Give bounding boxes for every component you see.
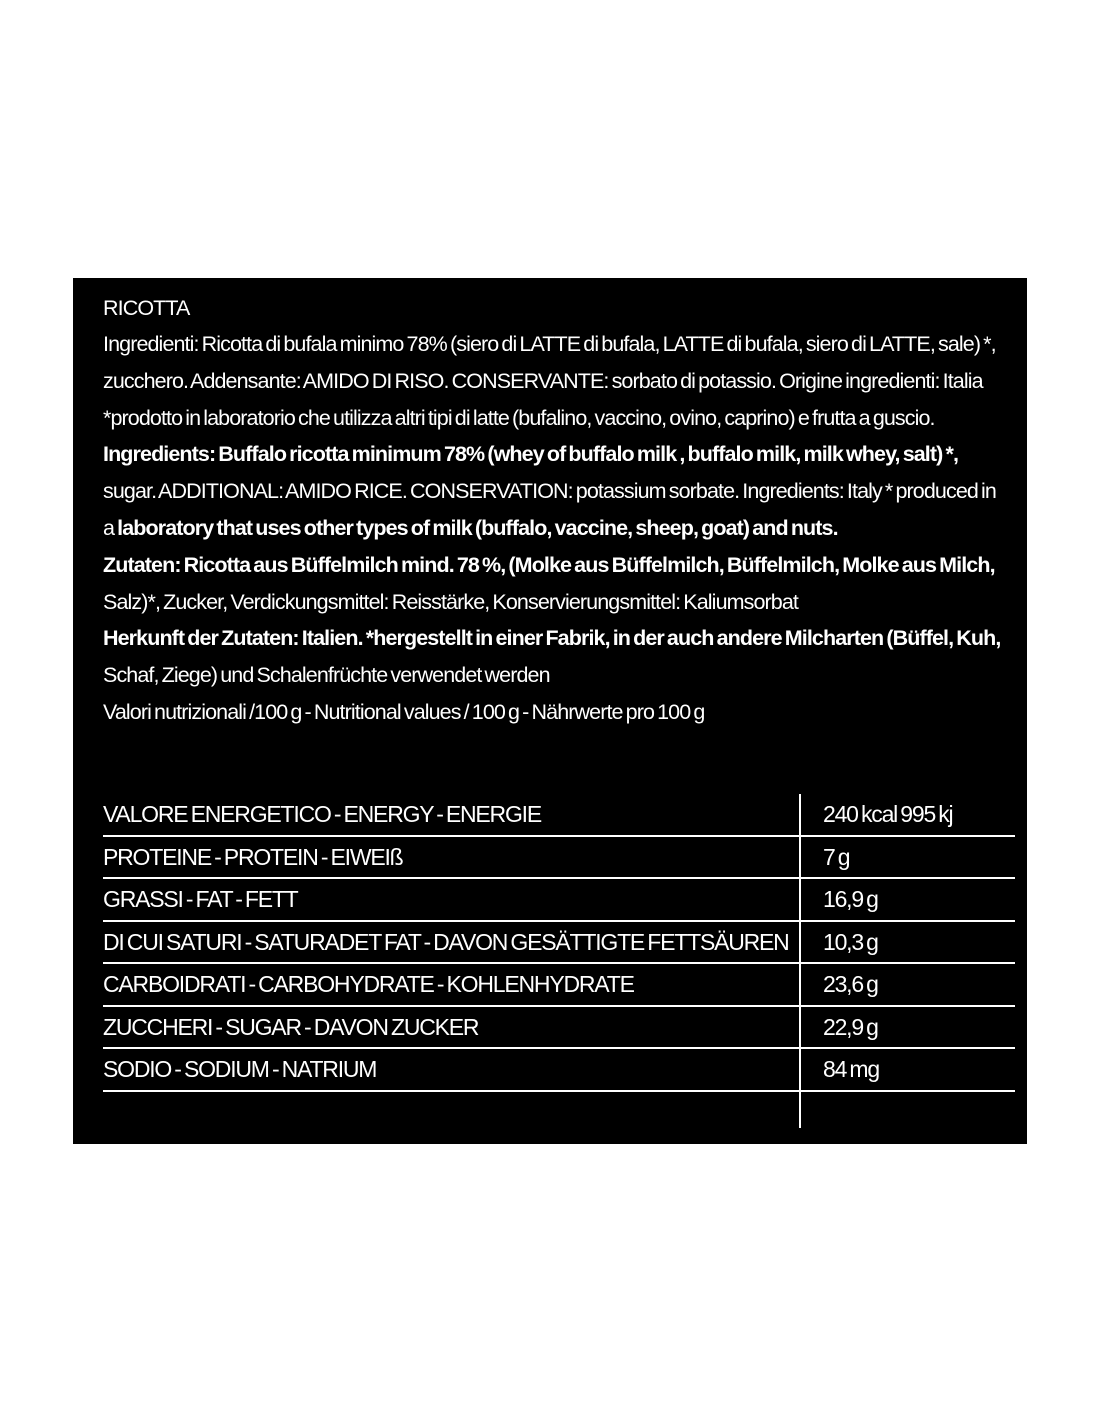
herkunft-lead: Herkunft der Zutaten: Italien. *hergestellt in einer Fabrik, in der auch andere Milcharten (Büffel, Kuh, [103,626,1001,651]
nutrient-name: PROTEINE - PROTEIN - EIWEIß [103,843,403,870]
ingredients-text-block [103,290,1008,731]
nutrient-name: GRASSI - FAT - FETT [103,886,298,912]
table-row-sugar [103,1007,1015,1050]
herkunft-rest: Schaf, Ziege) und Schalenfrüchte verwendet werden [103,663,550,688]
product-title: RICOTTA [103,296,190,320]
nutrient-value: 84 mg [823,1056,879,1082]
zutaten-rest: Salz)*, Zucker, Verdickungsmittel: Reisstärke, Konservierungsmittel: Kaliumsorbat [103,589,798,614]
ingredients-italian: Ingredienti: Ricotta di bufala minimo 78% (siero di LATTE di bufala, LATTE di bufala, siero di LATTE, sale) *, zucchero. Addensante: AMIDO DI RISO. CONSERVANTE: sorbato di potassio. Origine ingredienti: Italia *prodotto in laboratorio che utilizza altri tipi di latte (bufalino, vaccino, ovino, caprino) e frutta a guscio. [103,332,996,430]
origin-german [103,620,1008,694]
ingredients-german [103,547,1008,621]
table-row-sodium [103,1049,1015,1092]
nutrition-header: Valori nutrizionali /100 g - Nutritional values / 100 g - Nährwerte pro 100 g [103,699,705,724]
table-row-energy [103,794,1015,837]
nutrient-value: 22,9 g [823,1013,878,1040]
ingredients-english-middle: sugar. ADDITIONAL: AMIDO RICE. CONSERVATION: potassium sorbate. Ingredients: Italy * produced in a [103,479,996,540]
nutrient-name: DI CUI SATURI - SATURADET FAT - DAVON GESÄTTIGTE FETTSÄUREN [103,928,789,955]
nutrient-value: 16,9 g [823,886,878,912]
ingredients-english-lead: Ingredients: Buffalo ricotta minimum 78% (whey of buffalo milk , buffalo milk, milk whey, salt) *, [103,442,959,467]
nutrient-name: VALORE ENERGETICO - ENERGY - ENERGIE [103,801,541,827]
nutrient-value: 10,3 g [823,928,878,955]
table-row-saturated-fat [103,922,1015,965]
zutaten-lead: Zutaten: Ricotta aus Büffelmilch mind. 78 %, (Molke aus Büffelmilch, Büffelmilch, Molke aus Milch, [103,552,995,577]
table-row-protein [103,837,1015,880]
table-row-fat [103,879,1015,922]
ingredients-english [103,436,1008,546]
nutrition-label-panel [73,278,1027,1144]
nutrient-value: 7 g [823,843,850,870]
nutrient-name: CARBOIDRATI - CARBOHYDRATE - KOHLENHYDRATE [103,971,634,997]
ingredients-english-end: laboratory that uses other types of milk (buffalo, vaccine, sheep, goat) and nuts. [117,515,838,540]
nutrition-table [103,794,1015,1092]
nutrient-value: 23,6 g [823,971,878,997]
nutrient-value: 240 kcal 995 kj [823,801,953,827]
table-row-carbohydrate [103,964,1015,1007]
nutrient-name: ZUCCHERI - SUGAR - DAVON ZUCKER [103,1013,479,1040]
nutrient-name: SODIO - SODIUM - NATRIUM [103,1056,377,1082]
